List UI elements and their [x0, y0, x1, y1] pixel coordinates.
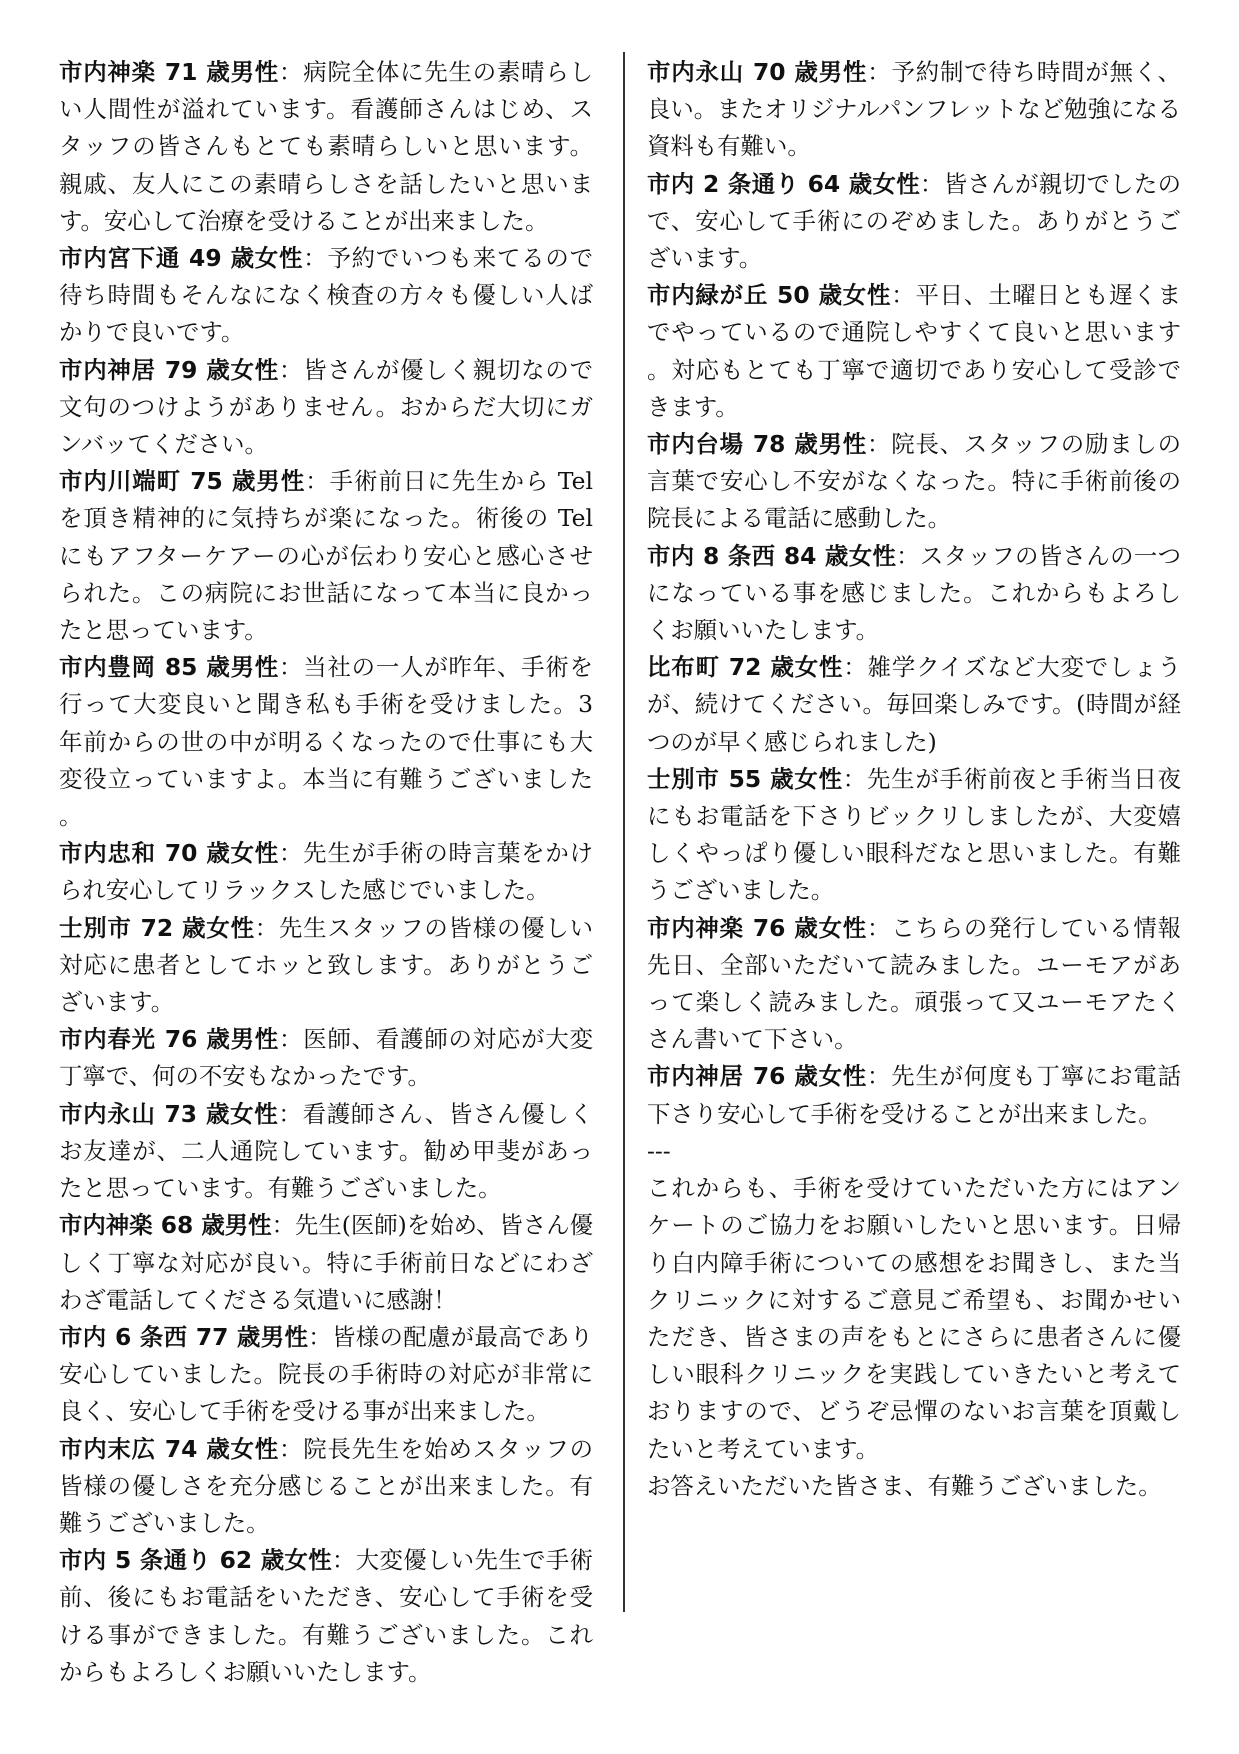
- comment-text: 大変優しい先生で手術前、後にもお電話をいただき、安心して手術を受ける事ができました。有難うございました。これからもよろしくお願いいたします。: [59, 1546, 593, 1686]
- comment-entry: 市内神居 79 歳女性：皆さんが優しく親切なので文句のつけようがありません。おからだ大切にガンバッてください。: [59, 355, 594, 459]
- separator: ---: [647, 1136, 671, 1165]
- closing-paragraph: これからも、手術を受けていただいた方にはアンケートのご協力をお願いしたいと思います。日帰り白内障手術についての感想をお聞きし、また当クリニックに対するご意見ご希望も、お聞かせいただき、皆さまの声をもとにさらに患者さんに優しい眼科クリニックを実践していきたいと考えておりますので、どうぞ忌憚のないお言葉を頂戴したいと考えています。: [647, 1174, 1181, 1463]
- comment-text: 病院全体に先生の素晴らしい人間性が溢れています。看護師さんはじめ、スタッフの皆さんもとても素晴らしいと思います。親戚、友人にこの素晴らしさを話したいと思います。安心して治療を受けることが出来ました。: [59, 58, 594, 235]
- comment-text: 雑学クイズなど大変でしょうが、続けてください。毎回楽しみです。(時間が経つのが早く感じられました): [647, 653, 1182, 756]
- comment-entry: 士別市 72 歳女性：先生スタッフの皆様の優しい対応に患者としてホッと致します。ありがとうございます。: [59, 913, 594, 1017]
- respondent-label: 市内台場 78 歳男性: [647, 430, 868, 459]
- respondent-label: 市内豊岡 85 歳男性: [59, 653, 280, 682]
- respondent-label: 市内神楽 68 歳男性: [59, 1211, 272, 1240]
- comment-entry: 比布町 72 歳女性：雑学クイズなど大変でしょうが、続けてください。毎回楽しみです。(時間が経つのが早く感じられました): [647, 653, 1182, 756]
- comment-entry: 市内春光 76 歳男性：医師、看護師の対応が大変丁寧で、何の不安もなかったです。: [59, 1025, 594, 1091]
- respondent-label: 市内緑が丘 50 歳女性: [647, 281, 892, 310]
- comment-entry: 市内 2 条通り 64 歳女性：皆さんが親切でしたので、安心して手術にのぞめました。ありがとうございます。: [647, 169, 1181, 273]
- respondent-label: 市内春光 76 歳男性: [59, 1025, 280, 1054]
- comment-entry: 市内 8 条西 84 歳女性：スタッフの皆さんの一つになっている事を感じました。これからもよろしくお願いいたします。: [647, 541, 1181, 645]
- comment-entry: 市内緑が丘 50 歳女性：平日、土曜日とも遅くまでやっているので通院しやすくて良いと思います。対応もとても丁寧で適切であり安心して受診できます。: [647, 281, 1182, 421]
- column-divider: [623, 52, 625, 1612]
- comment-entry: 士別市 55 歳女性：先生が手術前夜と手術当日夜にもお電話を下さりビックリしましたが、大変嬉しくやっぱり優しい眼科だなと思いました。有難うございました。: [647, 764, 1182, 905]
- comment-text: 手術前日に先生から Tel を頂き精神的に気持ちが楽になった。術後の Tel にもアフターケアーの心が伝わり安心と感心させられた。この病院にお世話になって本当に良かったと思っています。: [59, 467, 594, 645]
- respondent-label: 市内神居 76 歳女性: [647, 1062, 868, 1091]
- comment-entry: 市内台場 78 歳男性：院長、スタッフの励ましの言葉で安心し不安がなくなった。特に手術前後の院長による電話に感動した。: [647, 430, 1182, 533]
- comment-entry: 市内末広 74 歳女性：院長先生を始めスタッフの皆様の優しさを充分感じることが出来ました。有難うございました。: [59, 1434, 594, 1537]
- comment-entry: 市内永山 70 歳男性：予約制で待ち時間が無く、良い。またオリジナルパンフレットなど勉強になる資料も有難い。: [647, 58, 1182, 161]
- comment-text: 皆様の配慮が最高であり安心していました。院長の手術時の対応が非常に良く、安心して手術を受ける事が出来ました。: [59, 1322, 593, 1426]
- respondent-label: 市内神楽 76 歳女性: [647, 913, 868, 942]
- comment-text: 先生が何度も丁寧にお電話下さり安心して手術を受けることが出来ました。: [647, 1062, 1182, 1128]
- respondent-label: 市内神楽 71 歳男性: [59, 58, 280, 86]
- comment-text: 院長先生を始めスタッフの皆様の優しさを充分感じることが出来ました。有難うございました。: [59, 1434, 594, 1537]
- comment-text: スタッフの皆さんの一つになっている事を感じました。これからもよろしくお願いいたします。: [647, 541, 1181, 645]
- closing-thanks: お答えいただいた皆さま、有難うございました。: [647, 1471, 1162, 1500]
- comment-text: 看護師さん、皆さん優しくお友達が、二人通院しています。勧め甲斐があったと思っています。有難うございました。: [59, 1099, 594, 1203]
- comment-text: 医師、看護師の対応が大変丁寧で、何の不安もなかったです。: [59, 1025, 594, 1091]
- comment-entry: 市内神居 76 歳女性：先生が何度も丁寧にお電話下さり安心して手術を受けることが出来ました。: [647, 1062, 1182, 1128]
- comment-text: 当社の一人が昨年、手術を行って大変良いと聞き私も手術を受けました。3 年前からの世の中が明るくなったので仕事にも大変役立っていますよ。本当に有難うございました。: [59, 653, 594, 831]
- comment-entry: 市内川端町 75 歳男性：手術前日に先生から Tel を頂き精神的に気持ちが楽になった。術後の Tel にもアフターケアーの心が伝わり安心と感心させられた。この病院にお世話になって本当に良かったと思っています。: [59, 467, 594, 645]
- left-column: [59, 54, 593, 1691]
- comment-entry: 市内宮下通 49 歳女性：予約でいつも来てるので待ち時間もそんなになく検査の方々も優しい人ばかりで良いです。: [59, 244, 594, 347]
- respondent-label: 市内 8 条西 84 歳女性: [647, 541, 897, 570]
- comment-text: 先生が手術の時言葉をかけられ安心してリラックスした感じでいました。: [59, 839, 594, 905]
- respondent-label: 市内永山 73 歳女性: [59, 1099, 279, 1128]
- respondent-label: 市内 5 条通り 62 歳女性: [59, 1546, 332, 1575]
- respondent-label: 市内宮下通 49 歳女性: [59, 244, 304, 273]
- comment-text: 平日、土曜日とも遅くまでやっているので通院しやすくて良いと思います。対応もとても丁寧で適切であり安心して受診できます。: [647, 281, 1182, 421]
- comment-entry: 市内豊岡 85 歳男性：当社の一人が昨年、手術を行って大変良いと聞き私も手術を受けました。3 年前からの世の中が明るくなったので仕事にも大変役立っていますよ。本当に有難うございました。: [59, 653, 594, 831]
- comment-entry: 市内神楽 76 歳女性：こちらの発行している情報先日、全部いただいて読みました。ユーモアがあって楽しく読みました。頑張って又ユーモアたくさん書いて下さい。: [647, 913, 1182, 1054]
- comment-text: 皆さんが親切でしたので、安心して手術にのぞめました。ありがとうございます。: [647, 169, 1181, 273]
- comment-text: こちらの発行している情報先日、全部いただいて読みました。ユーモアがあって楽しく読みました。頑張って又ユーモアたくさん書いて下さい。: [647, 913, 1182, 1054]
- respondent-label: 士別市 72 歳女性: [59, 913, 255, 942]
- comment-entry: 市内永山 73 歳女性：看護師さん、皆さん優しくお友達が、二人通院しています。勧め甲斐があったと思っています。有難うございました。: [59, 1099, 594, 1203]
- comment-entry: 市内 6 条西 77 歳男性：皆様の配慮が最高であり安心していました。院長の手術時の対応が非常に良く、安心して手術を受ける事が出来ました。: [59, 1322, 593, 1426]
- comment-text: 先生スタッフの皆様の優しい対応に患者としてホッと致します。ありがとうございます。: [59, 913, 594, 1017]
- comment-text: 先生が手術前夜と手術当日夜にもお電話を下さりビックリしましたが、大変嬉しくやっぱり優しい眼科だなと思いました。有難うございました。: [647, 764, 1182, 905]
- respondent-label: 市内 2 条通り 64 歳女性: [647, 169, 920, 198]
- comment-entry: 市内神楽 71 歳男性：病院全体に先生の素晴らしい人間性が溢れています。看護師さんはじめ、スタッフの皆さんもとても素晴らしいと思います。親戚、友人にこの素晴らしさを話したいと思います。安心して治療を受けることが出来ました。: [59, 58, 594, 235]
- comment-text: 院長、スタッフの励ましの言葉で安心し不安がなくなった。特に手術前後の院長による電話に感動した。: [647, 430, 1182, 533]
- respondent-label: 市内川端町 75 歳男性: [59, 467, 306, 496]
- comment-text: 予約でいつも来てるので待ち時間もそんなになく検査の方々も優しい人ばかりで良いです。: [59, 244, 594, 347]
- comment-entry: 市内忠和 70 歳女性：先生が手術の時言葉をかけられ安心してリラックスした感じでいました。: [59, 839, 594, 905]
- comment-entry: 市内 5 条通り 62 歳女性：大変優しい先生で手術前、後にもお電話をいただき、安心して手術を受ける事ができました。有難うございました。これからもよろしくお願いいたします。: [59, 1546, 593, 1686]
- comment-text: 先生(医師)を始め、皆さん優しく丁寧な対応が良い。特に手術前日などにわざわざ電話してくださる気遣いに感謝！: [59, 1211, 593, 1314]
- respondent-label: 市内神居 79 歳女性: [59, 355, 280, 384]
- respondent-label: 比布町 72 歳女性: [647, 653, 844, 682]
- respondent-label: 市内末広 74 歳女性: [59, 1434, 280, 1463]
- respondent-label: 市内 6 条西 77 歳男性: [59, 1322, 309, 1351]
- comment-text: 予約制で待ち時間が無く、良い。またオリジナルパンフレットなど勉強になる資料も有難い。: [647, 58, 1182, 161]
- comment-entry: 市内神楽 68 歳男性：先生(医師)を始め、皆さん優しく丁寧な対応が良い。特に手術前日などにわざわざ電話してくださる気遣いに感謝！: [59, 1211, 593, 1314]
- comment-text: 皆さんが優しく親切なので文句のつけようがありません。おからだ大切にガンバッてください。: [59, 355, 594, 459]
- respondent-label: 市内永山 70 歳男性: [647, 58, 868, 86]
- respondent-label: 市内忠和 70 歳女性: [59, 839, 280, 868]
- respondent-label: 士別市 55 歳女性: [647, 764, 843, 793]
- right-column: [647, 54, 1181, 1505]
